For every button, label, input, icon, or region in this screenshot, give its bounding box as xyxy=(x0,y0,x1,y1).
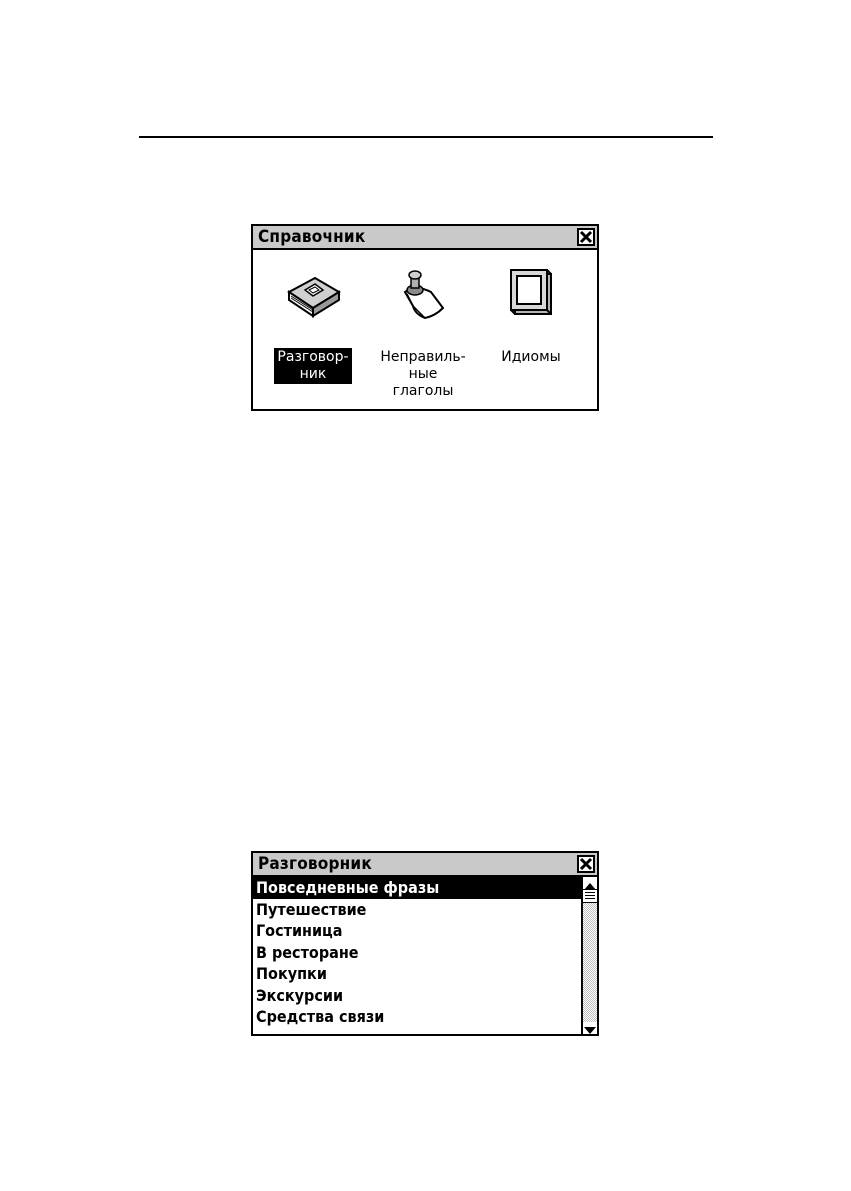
scroll-thumb[interactable] xyxy=(583,889,597,903)
scroll-down-button[interactable] xyxy=(583,1022,597,1034)
close-button[interactable] xyxy=(577,228,595,246)
pushpin-note-icon xyxy=(391,262,455,326)
close-icon xyxy=(579,857,593,871)
idioms-item[interactable] xyxy=(475,262,587,367)
close-icon xyxy=(579,230,593,244)
window-title: Справочник xyxy=(258,227,366,247)
phrasebook-window xyxy=(251,851,599,1036)
list-item[interactable]: Покупки xyxy=(256,964,327,983)
frame-icon xyxy=(499,262,563,326)
list-item[interactable]: Повседневные фразы xyxy=(253,877,581,899)
list-item[interactable]: Экскурсии xyxy=(256,985,344,1005)
idioms-label: Идиомы xyxy=(501,349,561,365)
list-item[interactable]: Средства связи xyxy=(256,1007,385,1026)
phrasebook-item[interactable] xyxy=(257,262,369,384)
reference-window xyxy=(251,224,599,411)
list-item[interactable]: В ресторане xyxy=(256,942,359,962)
scroll-up-button[interactable] xyxy=(583,877,597,889)
topic-list xyxy=(253,877,581,1028)
irregular-verbs-label: Неправиль- ные глаголы xyxy=(380,349,466,399)
scrollbar[interactable] xyxy=(581,877,597,1034)
arrow-down-icon xyxy=(583,1025,597,1037)
irregular-verbs-item[interactable] xyxy=(367,262,479,401)
top-divider xyxy=(139,136,713,138)
phrasebook-label: Разговор- ник xyxy=(274,348,351,384)
title-bar xyxy=(253,226,597,250)
close-button[interactable] xyxy=(577,855,595,873)
list-item[interactable]: Гостиница xyxy=(256,921,343,940)
window-title: Разговорник xyxy=(258,854,372,874)
book-icon xyxy=(281,262,345,326)
list-item[interactable]: Путешествие xyxy=(256,899,367,919)
title-bar xyxy=(253,853,597,877)
